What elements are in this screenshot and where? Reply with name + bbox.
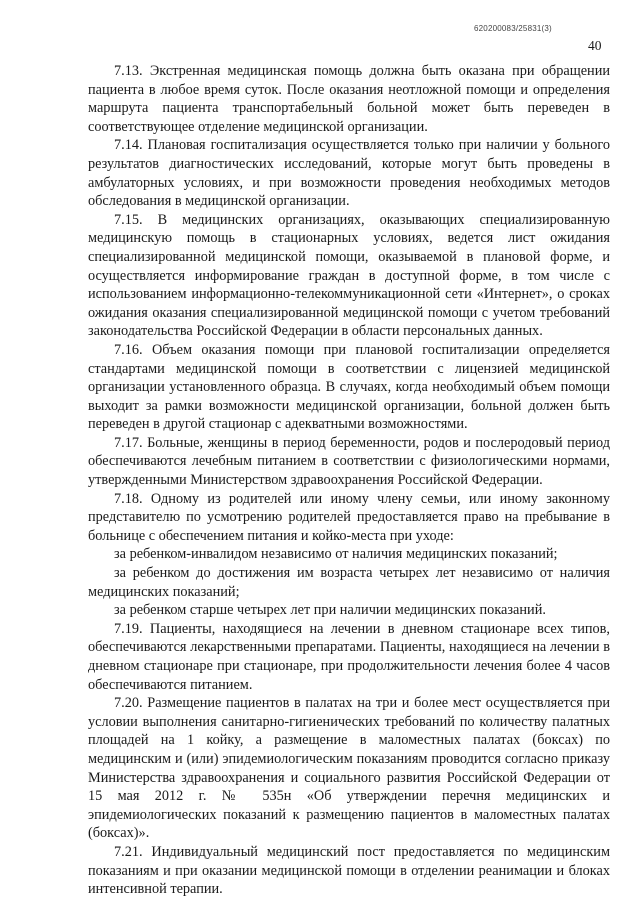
document-body [88,62,610,899]
paragraph-7-21: 7.21. Индивидуальный медицинский пост предоставляется по медицинским показаниям и при оказании медицинской помощи в отделении реанимации и блоках интенсивной терапии. [88,843,610,898]
list-item: за ребенком старше четырех лет при наличии медицинских показаний. [114,602,546,619]
document-id: 620200083/25831(3) [474,24,552,33]
paragraph-7-13: 7.13. Экстренная медицинская помощь должна быть оказана при обращении пациента в любое время суток. После оказания неотложной помощи и определения маршрута пациента транспортабельный больной может быть переведен в соответствующее отделение медицинской организации. [88,63,610,135]
page-number: 40 [588,38,602,53]
list-item: за ребенком до достижения им возраста четырех лет независимо от наличия медицинских показаний; [88,565,610,600]
paragraph-7-14: 7.14. Плановая госпитализация осуществляется только при наличии у больного результатов диагностических исследований, которые могут быть проведены в амбулаторных условиях, и при возможности проведения необходимых методов обследования в медицинской организации. [88,137,610,210]
list-item: за ребенком-инвалидом независимо от наличия медицинских показаний; [114,546,558,563]
paragraph-7-17: 7.17. Больные, женщины в период беременности, родов и послеродовый период обеспечиваются лечебным питанием в соответствии с физиологическими нормами, утвержденными Министерством здравоохранения Российской Федерации. [88,434,610,489]
paragraph-7-18: 7.18. Одному из родителей или иному члену семьи, или иному законному представителю по усмотрению родителей предоставляется право на пребывание в больнице с обеспечением питания и койко-места при уходе: [88,490,610,544]
paragraph-7-15: 7.15. В медицинских организациях, оказывающих специализированную медицинскую помощь в стационарных условиях, ведется лист ожидания специализированной медицинской помощи, оказываемой в плановой форме, и осуществляется информирование граждан в доступной форме, в том числе с использованием информационно-телекоммуникационной сети «Интернет», о сроках ожидания оказания специализированной медицинской помощи с учетом требований законодательства Российской Федерации в области персональных данных. [88,211,610,340]
paragraph-7-16: 7.16. Объем оказания помощи при плановой госпитализации определяется стандартами медицинской помощи в соответствии с лицензией медицинской организации установленного образца. В случаях, когда необходимый объем помощи выходит за рамки возможности медицинской организации, больной должен быть переведен в другой стационар с адекватными возможностями. [88,341,610,433]
paragraph-7-19: 7.19. Пациенты, находящиеся на лечении в дневном стационаре всех типов, обеспечиваются лекарственными препаратами. Пациенты, находящиеся на лечении в дневном стационаре при стационаре, при продолжительности лечения более 4 часов обеспечиваются питанием. [88,620,610,693]
paragraph-7-20: 7.20. Размещение пациентов в палатах на три и более мест осуществляется при условии выполнения санитарно-гигиенических требований по количеству палатных площадей на 1 койку, а размещение в маломестных палатах (боксах) по медицинским и (или) эпидемиологическим показаниям проводится согласно приказу Министерства здравоохранения и социального развития Российской Федерации от 15 мая 2012 г. № 535н «Об утверждении перечня медицинских и эпидемиологических показаний к размещению пациентов в маломестных палатах (боксах)». [88,695,610,842]
